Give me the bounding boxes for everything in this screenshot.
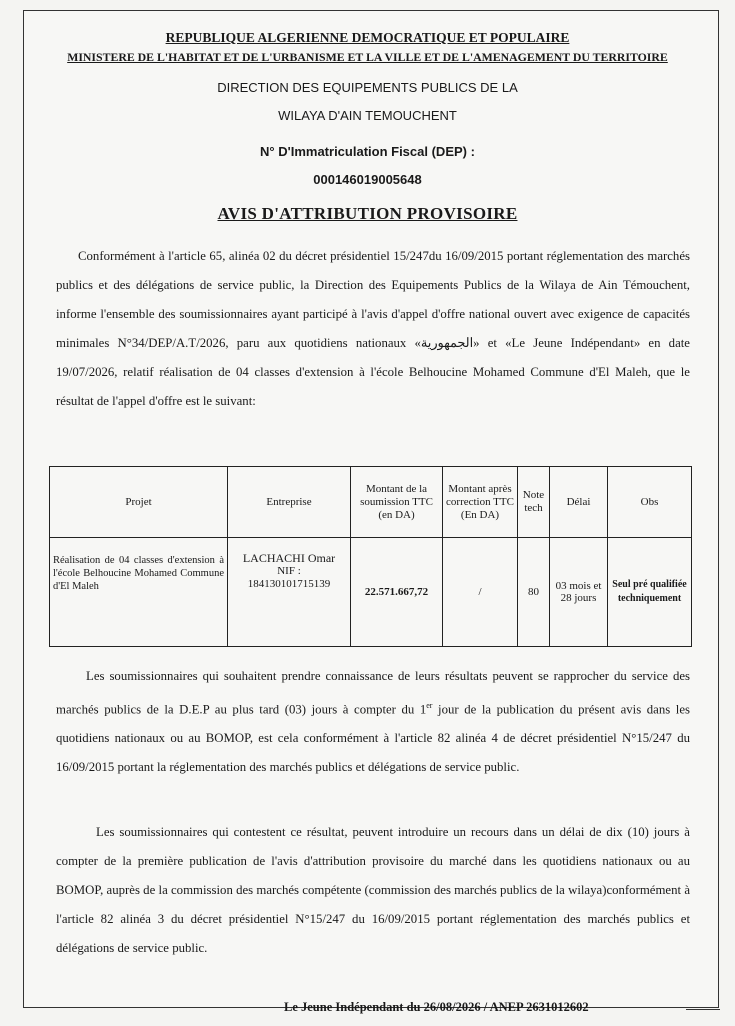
header-montant: Montant de la soumission TTC (en DA) bbox=[351, 467, 443, 538]
cell-montant-apres: / bbox=[443, 538, 518, 647]
cell-projet: Réalisation de 04 classes d'extension à l'école Belhoucine Mohamed Commune d'El Maleh bbox=[50, 538, 228, 647]
header-montant-apres: Montant après correction TTC (En DA) bbox=[443, 467, 518, 538]
cell-note: 80 bbox=[518, 538, 550, 647]
fiscal-number: 000146019005648 bbox=[313, 172, 422, 187]
header-obs: Obs bbox=[608, 467, 692, 538]
table-row bbox=[50, 538, 692, 647]
intro-paragraph: Conformément à l'article 65, alinéa 02 du décret présidentiel 15/247du 16/09/2015 portant réglementation des marchés publics et des délégations de service public, la Direction des Equipements Publics de la Wilaya de Ain Témouchent, informe l'ensemble des soumissionnaires ayant participé à l'avis d'appel d'offre national ouvert avec exigence de capacités minimales N°34/DEP/A.T/2026, paru aux quotidiens nationaux «الجمهورية» et «Le Jeune Indépendant» en date 19/07/2026, relatif réalisation de 04 classes d'extension à l'école Belhoucine Mohamed Commune d'El Maleh, que le résultat de l'appel d'offre est le suivant: bbox=[56, 249, 690, 408]
direction-heading: DIRECTION DES EQUIPEMENTS PUBLICS DE LA bbox=[217, 80, 518, 95]
page-title: AVIS D'ATTRIBUTION PROVISOIRE bbox=[217, 204, 518, 223]
entreprise-name: LACHACHI Omar bbox=[242, 551, 336, 565]
cell-entreprise bbox=[228, 538, 351, 647]
table-header-row bbox=[50, 467, 692, 538]
results-paragraph bbox=[56, 662, 690, 782]
fiscal-label: N° D'Immatriculation Fiscal (DEP) : bbox=[260, 144, 475, 159]
republic-heading: REPUBLIQUE ALGERIENNE DEMOCRATIQUE ET POPULAIRE bbox=[165, 30, 570, 45]
superscript-er: er bbox=[426, 701, 433, 710]
ministry-heading: MINISTERE DE L'HABITAT ET DE L'URBANISME ET LA VILLE ET DE L'AMENAGEMENT DU TERRITOIRE bbox=[67, 50, 668, 64]
header-entreprise: Entreprise bbox=[228, 467, 351, 538]
attribution-table bbox=[49, 466, 692, 647]
cell-delai: 03 mois et 28 jours bbox=[550, 538, 608, 647]
cell-obs: Seul pré qualifiée techniquement bbox=[608, 538, 692, 647]
entreprise-nif-label: NIF : bbox=[277, 565, 301, 577]
header-delai: Délai bbox=[550, 467, 608, 538]
wilaya-heading: WILAYA D'AIN TEMOUCHENT bbox=[278, 108, 457, 123]
header-note: Note tech bbox=[518, 467, 550, 538]
cell-montant: 22.571.667,72 bbox=[351, 538, 443, 647]
footer-rule bbox=[686, 1009, 720, 1010]
results-text-start: Les soumissionnaires qui souhaitent prendre connaissance de leurs résultats peuvent se rapprocher du service des marchés publics de la D.E.P au plus tard (03) jours à compter du 1 bbox=[56, 669, 690, 717]
appeal-paragraph: Les soumissionnaires qui contestent ce résultat, peuvent introduire un recours dans un délai de dix (10) jours à compter de la première publication de l'avis d'attribution provisoire du marché dans les quotidiens nationaux ou au BOMOP, auprès de la commission des marchés compétente (commission des marchés publics de la wilaya)conformément à l'article 82 alinéa 3 du décret présidentiel N°15/247 du 16/09/2015 portant réglementation des marchés publics et délégations de service public. bbox=[56, 825, 690, 955]
header-projet: Projet bbox=[50, 467, 228, 538]
publication-footer: Le Jeune Indépendant du 26/08/2026 / ANEP 2631012602 bbox=[284, 1000, 589, 1014]
results-text-end: jour de la publication du présent avis dans les quotidiens nationaux ou au BOMOP, est cela conformément à l'article 82 alinéa 4 de décret présidentiel N°15/247 du 16/09/2015 portant la réglementation des marchés publics et délégations de service public. bbox=[56, 702, 690, 775]
entreprise-nif: 184130101715139 bbox=[247, 578, 331, 590]
